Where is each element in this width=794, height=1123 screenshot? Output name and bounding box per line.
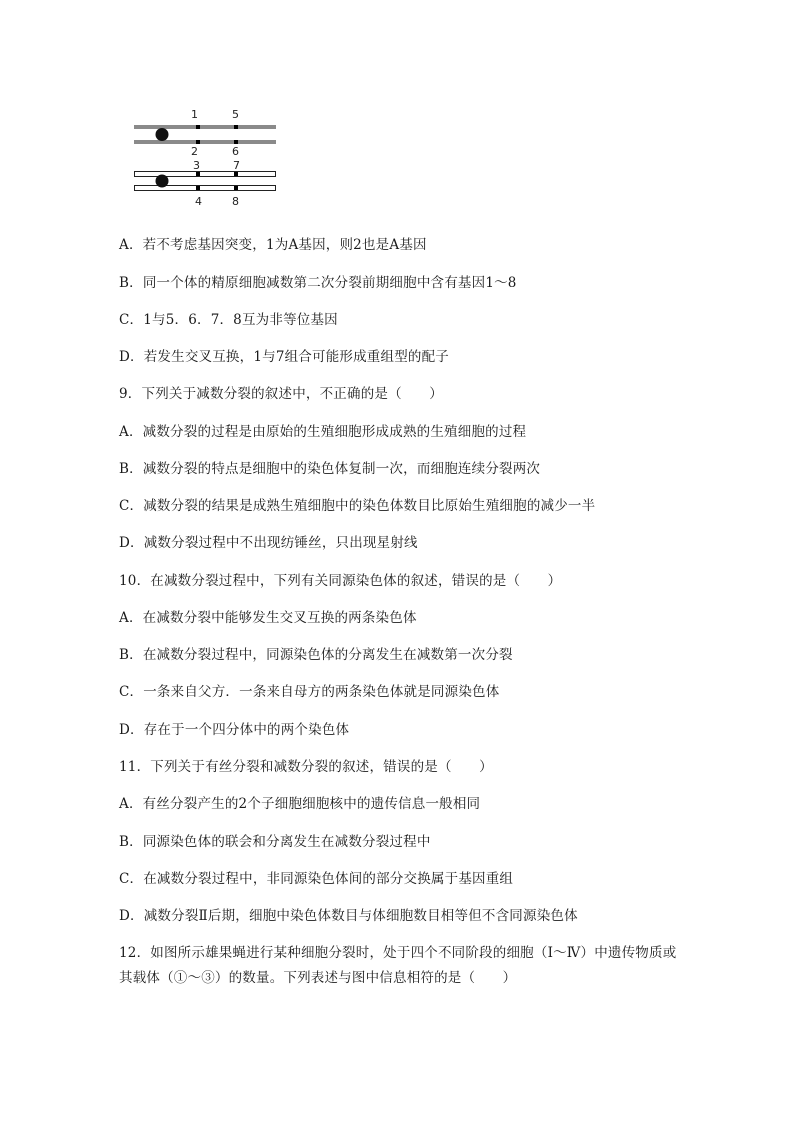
q11-option-c: C．在减数分裂过程中，非同源染色体间的部分交换属于基因重组 bbox=[119, 871, 514, 887]
chromatid-upper-1 bbox=[134, 125, 276, 129]
locus-2 bbox=[196, 140, 200, 144]
q11-stem: 11．下列关于有丝分裂和减数分裂的叙述，错误的是（ ） bbox=[119, 759, 493, 775]
locus-7 bbox=[234, 172, 238, 176]
q10-option-b: B．在减数分裂过程中，同源染色体的分离发生在减数第一次分裂 bbox=[119, 647, 513, 663]
locus-5 bbox=[234, 125, 238, 129]
q11-option-a: A．有丝分裂产生的2个子细胞细胞核中的遗传信息一般相同 bbox=[119, 796, 481, 812]
chromatid-lower-1 bbox=[135, 172, 276, 177]
locus-1 bbox=[196, 125, 200, 129]
label-4: 4 bbox=[195, 195, 202, 208]
q9-option-a: A．减数分裂的过程是由原始的生殖细胞形成成熟的生殖细胞的过程 bbox=[119, 424, 527, 440]
q8-option-a: A．若不考虑基因突变，1为A基因，则2也是A基因 bbox=[119, 237, 427, 253]
label-1: 1 bbox=[191, 108, 198, 121]
q11-option-d: D．减数分裂Ⅱ后期，细胞中染色体数目与体细胞数目相等但不含同源染色体 bbox=[119, 908, 578, 924]
label-3: 3 bbox=[193, 159, 200, 172]
locus-4 bbox=[196, 186, 200, 190]
q9-option-b: B．减数分裂的特点是细胞中的染色体复制一次，而细胞连续分裂两次 bbox=[119, 461, 541, 477]
q9-option-d: D．减数分裂过程中不出现纺锤丝，只出现星射线 bbox=[119, 535, 418, 551]
chromatid-upper-2 bbox=[134, 140, 276, 144]
label-2: 2 bbox=[191, 145, 198, 158]
q9-stem: 9．下列关于减数分裂的叙述中，不正确的是（ ） bbox=[119, 386, 443, 402]
q8-option-c: C．1与5．6．7．8互为非等位基因 bbox=[119, 312, 338, 328]
locus-8 bbox=[234, 186, 238, 190]
label-8: 8 bbox=[232, 195, 239, 208]
q8-option-d: D．若发生交叉互换，1与7组合可能形成重组型的配子 bbox=[119, 349, 450, 365]
label-7: 7 bbox=[233, 159, 240, 172]
q12-stem: 12．如图所示雄果蝇进行某种细胞分裂时，处于四个不同阶段的细胞（Ⅰ～Ⅳ）中遗传物质或其载体（①～③）的数量。下列表述与图中信息相符的是（ ） bbox=[119, 945, 677, 986]
chromatid-lower-2 bbox=[135, 186, 276, 191]
chromosome-diagram bbox=[128, 104, 288, 210]
centromere-upper bbox=[156, 128, 169, 141]
q11-option-b: B．同源染色体的联会和分离发生在减数分裂过程中 bbox=[119, 834, 431, 850]
label-6: 6 bbox=[232, 145, 239, 158]
q8-option-b: B．同一个体的精原细胞减数第二次分裂前期细胞中含有基因1～8 bbox=[119, 275, 517, 291]
locus-6 bbox=[234, 140, 238, 144]
q9-option-c: C．减数分裂的结果是成熟生殖细胞中的染色体数目比原始生殖细胞的减少一半 bbox=[119, 498, 596, 514]
q10-option-d: D．存在于一个四分体中的两个染色体 bbox=[119, 722, 350, 738]
label-5: 5 bbox=[232, 108, 239, 121]
q10-option-a: A．在减数分裂中能够发生交叉互换的两条染色体 bbox=[119, 610, 417, 626]
locus-3 bbox=[196, 172, 200, 176]
centromere-lower bbox=[156, 175, 169, 188]
q10-option-c: C．一条来自父方．一条来自母方的两条染色体就是同源染色体 bbox=[119, 684, 500, 700]
q10-stem: 10．在减数分裂过程中，下列有关同源染色体的叙述，错误的是（ ） bbox=[119, 573, 562, 589]
